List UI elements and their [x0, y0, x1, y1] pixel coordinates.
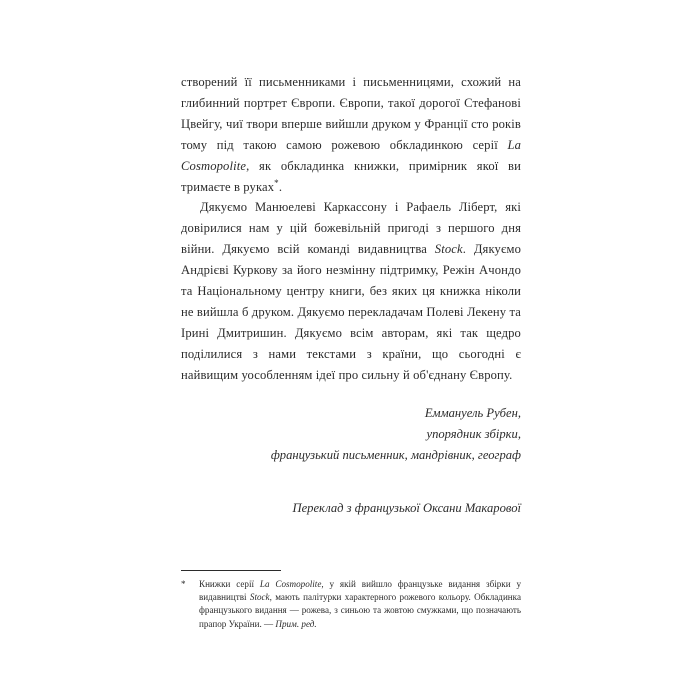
signature-description: французький письменник, мандрівник, географ: [270, 448, 521, 462]
translator-credit: Переклад з французької Оксани Макарової: [292, 501, 521, 515]
italic-run: La Cosmopolite: [181, 137, 521, 173]
italic-run: Прим. ред.: [275, 618, 317, 629]
paragraph-2: Дякуємо Манюелеві Каркассону і Рафаель Ліберт, які довірилися нам у цій божевільній пригоді з першого дня війни. Дякуємо всій команді видавництва Stock. Дякуємо Андрієві Куркову за його незмінну підтримку, Режін Ачондо та Національному центру книги, без яких ця книжка ніколи не вийшла б друком. Дякуємо перекладачам Полеві Лекену та Ірині Дмитришин. Дякуємо всім авторам, які так щедро поділилися з нами текстами з країни, що сьогодні є найвищим уособленням ідеї про сильну й об'єднану Європу.: [181, 200, 521, 382]
signature-author-name: Еммануель Рубен,: [424, 406, 521, 420]
footnote-body: Книжки серії La Cosmopolite, у якій вийшло французьке видання збірки у видавництві Stock, мають палітурки характерного рожевого кольору. Обкладинка французького видання — рожева, з синьою та жовтою смужками, що позначають прапор України. — Прим. ред.: [199, 579, 521, 629]
footnote-marker: *: [181, 579, 186, 589]
italic-run: Stock: [249, 592, 270, 603]
body-text-column: [181, 72, 521, 386]
signature-role: упорядник збірки,: [426, 427, 521, 441]
paragraph-1: створений її письменниками і письменницями, схожий на глибинний портрет Європи. Європи, такої дорогої Стефанові Цвейгу, чиї твори вперше вийшли друком у Франції сто років тому під такою самою рожевою обкладинкою серії La Cosmopolite, як обкладинка книжки, примірник якої ви тримаєте в руках*.: [181, 75, 521, 194]
italic-run: Stock: [434, 242, 463, 257]
footnote-area: [181, 570, 521, 631]
italic-run: La Cosmopolite: [259, 579, 322, 589]
footnote-separator-rule: [181, 570, 281, 571]
footnote-text: [181, 578, 521, 631]
footnote-reference-marker: *: [274, 177, 279, 188]
signature-block: [181, 403, 521, 466]
